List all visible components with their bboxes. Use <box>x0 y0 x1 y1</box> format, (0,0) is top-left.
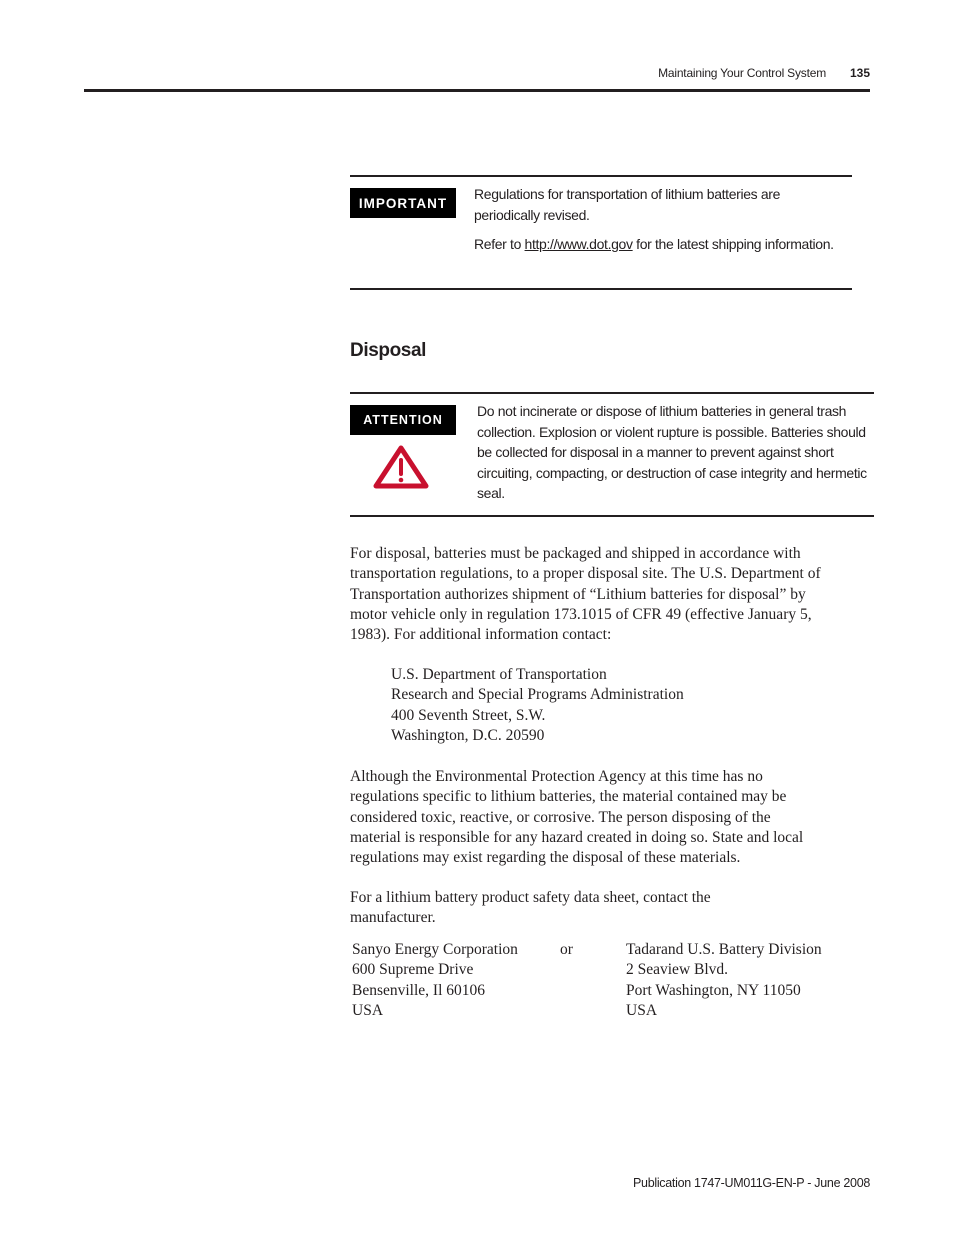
header-rule <box>84 89 870 92</box>
disposal-paragraph-3: For a lithium battery product safety data sheet, contact the manufacturer. <box>350 889 711 927</box>
dot-address-line-1: U.S. Department of Transportation <box>391 666 607 683</box>
important-label: IMPORTANT <box>350 188 456 218</box>
important-text <box>474 184 844 255</box>
dot-address-line-3: 400 Seventh Street, S.W. <box>391 706 546 724</box>
dot-address-line-2: Research and Special Programs Administration <box>391 686 684 704</box>
important-text-1: Regulations for transportation of lithium batteries are periodically revised. <box>474 186 781 223</box>
manufacturer-sanyo <box>352 940 552 1021</box>
attention-bottom-rule <box>350 515 874 517</box>
manufacturer-1-line-3: Bensenville, Il 60106 <box>352 981 486 999</box>
manufacturer-1-line-1: Sanyo Energy Corporation <box>352 941 518 958</box>
warning-triangle-icon <box>372 444 430 490</box>
attention-text: Do not incinerate or dispose of lithium batteries in general trash collection. Explosion or violent rupture is possible. Batteries should be collected for disposal in a manner to prevent against short circuiting, compacting, or destruction of case integrity and hermetic seal. <box>477 403 867 501</box>
refer-prefix: Refer to <box>474 236 525 252</box>
manufacturer-1-line-4: USA <box>352 1001 384 1019</box>
disposal-paragraph-2: Although the Environmental Protection Agency at this time has no regulations specific to lithium batteries, the material contained may be considered toxic, reactive, or corrosive. The person disposing of the material is responsible for any hazard created in doing so. State and local regulations may exist regarding the disposal of these materials. <box>350 768 804 867</box>
important-top-rule <box>350 175 852 177</box>
publication-footer: Publication 1747-UM011G-EN-P - June 2008 <box>633 1176 870 1190</box>
dot-gov-link[interactable]: http://www.dot.gov <box>524 236 633 252</box>
dot-address <box>391 665 791 746</box>
attention-top-rule <box>350 392 874 394</box>
manufacturer-2-line-4: USA <box>626 1001 658 1019</box>
section-heading-disposal: Disposal <box>350 340 426 361</box>
manufacturer-2-line-3: Port Washington, NY 11050 <box>626 981 801 999</box>
manufacturer-2-line-2: 2 Seaview Blvd. <box>626 961 729 979</box>
manufacturer-2-line-1: Tadarand U.S. Battery Division <box>626 941 822 958</box>
refer-suffix: for the latest shipping information. <box>632 236 834 252</box>
disposal-paragraph-1: For disposal, batteries must be packaged and shipped in accordance with transportation regulations, to a proper disposal site. The U.S. Department of Transportation authorizes shipment of “Lithium batteries for disposal” by motor vehicle only in regulation 173.1015 of CFR 49 (effective January 5, 1983). For additional information contact: <box>350 545 821 644</box>
dot-address-line-4: Washington, D.C. 20590 <box>391 726 545 744</box>
manufacturer-1-line-2: 600 Supreme Drive <box>352 961 474 979</box>
manufacturer-tadarand <box>626 940 866 1021</box>
attention-label: ATTENTION <box>350 405 456 435</box>
important-text-2 <box>474 234 844 255</box>
important-bottom-rule <box>350 288 852 290</box>
running-head: Maintaining Your Control System <box>658 66 826 80</box>
page-number: 135 <box>849 66 870 80</box>
or-text: or <box>560 941 573 958</box>
